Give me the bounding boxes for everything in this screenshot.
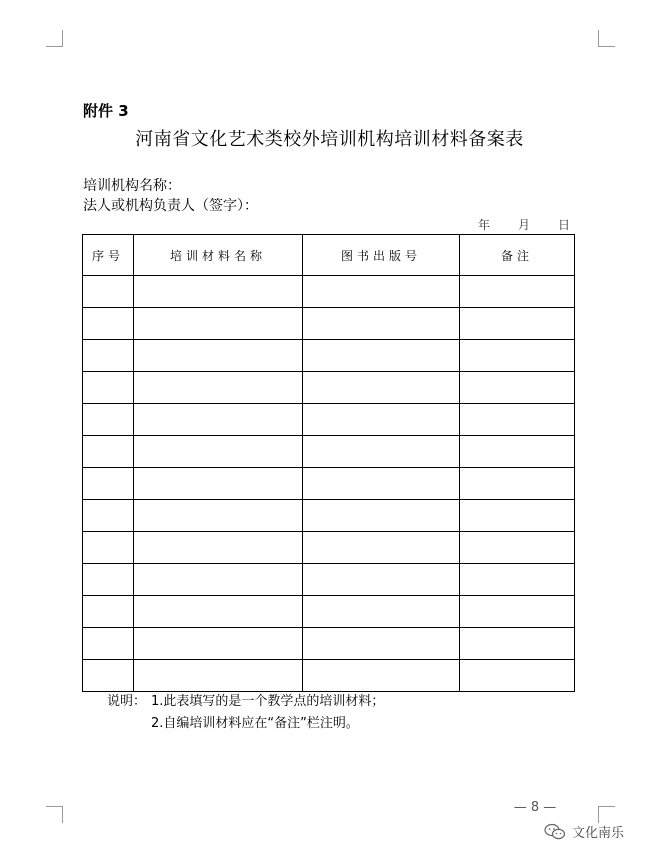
table-row bbox=[83, 468, 575, 500]
table-cell[interactable] bbox=[460, 564, 575, 596]
table-cell[interactable] bbox=[303, 660, 460, 692]
table-cell[interactable] bbox=[83, 340, 134, 372]
table-cell[interactable] bbox=[134, 660, 303, 692]
notes-heading: 说明： bbox=[107, 694, 147, 709]
table-cell[interactable] bbox=[134, 340, 303, 372]
table-cell[interactable] bbox=[303, 404, 460, 436]
table-cell[interactable] bbox=[134, 564, 303, 596]
table-cell[interactable] bbox=[83, 436, 134, 468]
table-cell[interactable] bbox=[134, 500, 303, 532]
table-cell[interactable] bbox=[303, 436, 460, 468]
table-cell[interactable] bbox=[303, 340, 460, 372]
table-body bbox=[83, 276, 575, 692]
date-day: 日 bbox=[557, 218, 570, 232]
table-cell[interactable] bbox=[460, 276, 575, 308]
table-row bbox=[83, 596, 575, 628]
table-row bbox=[83, 660, 575, 692]
table-cell[interactable] bbox=[134, 308, 303, 340]
table-row bbox=[83, 372, 575, 404]
table-cell[interactable] bbox=[303, 308, 460, 340]
date-line bbox=[478, 216, 570, 233]
table-cell[interactable] bbox=[303, 276, 460, 308]
crop-mark-top-left bbox=[46, 30, 63, 47]
table-cell[interactable] bbox=[83, 660, 134, 692]
table-row bbox=[83, 404, 575, 436]
table-cell[interactable] bbox=[460, 500, 575, 532]
table-cell[interactable] bbox=[83, 564, 134, 596]
table-row bbox=[83, 276, 575, 308]
table-cell[interactable] bbox=[83, 532, 134, 564]
record-table bbox=[82, 234, 575, 692]
header-material-name: 培训材料名称 bbox=[134, 235, 303, 276]
table-cell[interactable] bbox=[134, 372, 303, 404]
table-row bbox=[83, 436, 575, 468]
watermark-text: 文化南乐 bbox=[572, 826, 625, 841]
watermark bbox=[544, 822, 624, 841]
date-year: 年 bbox=[478, 218, 491, 232]
table-cell[interactable] bbox=[83, 628, 134, 660]
table-cell[interactable] bbox=[83, 500, 134, 532]
wechat-icon bbox=[544, 823, 566, 841]
table-cell[interactable] bbox=[134, 436, 303, 468]
table-cell[interactable] bbox=[303, 372, 460, 404]
table-row bbox=[83, 532, 575, 564]
table-cell[interactable] bbox=[134, 532, 303, 564]
table-cell[interactable] bbox=[303, 532, 460, 564]
table-cell[interactable] bbox=[303, 596, 460, 628]
table-cell[interactable] bbox=[303, 564, 460, 596]
note-line-1: 1.此表填写的是一个教学点的培训材料； bbox=[151, 694, 385, 709]
table-cell[interactable] bbox=[460, 628, 575, 660]
date-month: 月 bbox=[517, 218, 530, 232]
table-row bbox=[83, 628, 575, 660]
legal-person-field: 法人或机构负责人（签字）： bbox=[83, 198, 258, 214]
table-cell[interactable] bbox=[460, 532, 575, 564]
header-publication-number: 图书出版号 bbox=[303, 235, 460, 276]
header-serial: 序号 bbox=[83, 235, 134, 276]
table-row bbox=[83, 500, 575, 532]
table-cell[interactable] bbox=[460, 308, 575, 340]
table-cell[interactable] bbox=[83, 276, 134, 308]
note-line-2: 2.自编培训材料应在“备注”栏注明。 bbox=[151, 716, 359, 731]
table-cell[interactable] bbox=[460, 436, 575, 468]
table-cell[interactable] bbox=[460, 660, 575, 692]
table-cell[interactable] bbox=[303, 468, 460, 500]
table-cell[interactable] bbox=[460, 596, 575, 628]
header-remarks: 备注 bbox=[460, 235, 575, 276]
table-cell[interactable] bbox=[460, 468, 575, 500]
table-cell[interactable] bbox=[134, 468, 303, 500]
table-cell[interactable] bbox=[303, 500, 460, 532]
page-number: — 8 — bbox=[513, 800, 557, 815]
table-cell[interactable] bbox=[134, 628, 303, 660]
table-row bbox=[83, 564, 575, 596]
table-row bbox=[83, 340, 575, 372]
table-cell[interactable] bbox=[134, 404, 303, 436]
table-cell[interactable] bbox=[303, 628, 460, 660]
document-title: 河南省文化艺术类校外培训机构培训材料备案表 bbox=[135, 129, 524, 150]
table-cell[interactable] bbox=[134, 276, 303, 308]
institution-name-field: 培训机构名称： bbox=[83, 178, 181, 194]
crop-mark-bottom-right bbox=[598, 806, 615, 823]
table-cell[interactable] bbox=[83, 596, 134, 628]
table-header-row bbox=[83, 235, 575, 276]
table-cell[interactable] bbox=[83, 468, 134, 500]
crop-mark-top-right bbox=[598, 30, 615, 47]
table-cell[interactable] bbox=[460, 372, 575, 404]
notes bbox=[107, 690, 384, 734]
table-row bbox=[83, 308, 575, 340]
table-cell[interactable] bbox=[460, 404, 575, 436]
table-cell[interactable] bbox=[83, 404, 134, 436]
table-cell[interactable] bbox=[134, 596, 303, 628]
attachment-label: 附件 3 bbox=[83, 102, 129, 120]
table-cell[interactable] bbox=[83, 372, 134, 404]
table-cell[interactable] bbox=[83, 308, 134, 340]
crop-mark-bottom-left bbox=[46, 806, 63, 823]
table-cell[interactable] bbox=[460, 340, 575, 372]
